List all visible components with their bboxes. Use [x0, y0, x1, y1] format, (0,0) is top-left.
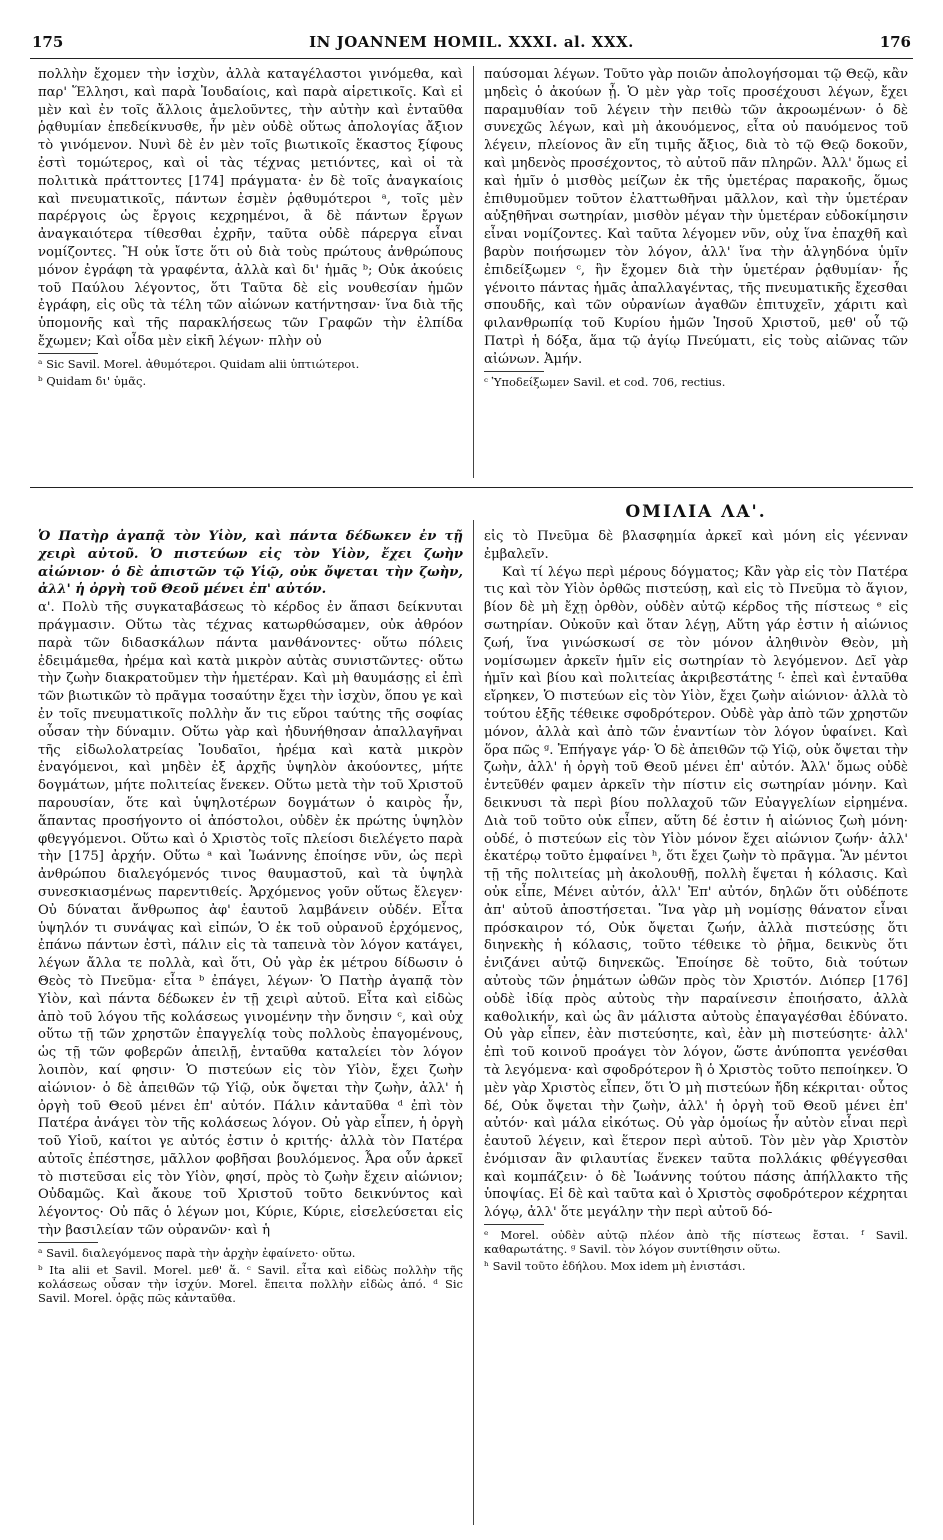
footnote: ᵇ Ita alii et Savil. Morel. μεθ' ἅ. ᶜ Savil. εἶτα καὶ εἰδὼς πολλὴν τῆς κολάσεως οὖσαν τὴν ἰσχύν. Morel. ἔπειτα πολλὴν εἰδὼς ἀπό. ᵈ Sic Savil. Morel. ὁρᾷς πῶς κἀνταῦθα.	[38, 1262, 463, 1305]
footnote-separator	[484, 371, 544, 372]
column-divider-top	[473, 66, 474, 478]
left-page-number: 175	[32, 33, 64, 51]
footnote: ᵃ Sic Savil. Morel. ἀθυμότεροι. Quidam alii ὑπτιώτεροι.	[38, 356, 360, 371]
footnote-separator	[38, 353, 98, 354]
section-rule	[30, 487, 913, 488]
footnote: ᵉ Morel. οὐδὲν αὐτῷ πλέον ἀπὸ τῆς πίστεως ἔσται. ᶠ Savil. καθαρωτάτης. ᵍ Savil. τὸν λόγον συντίθησιν οὕτω.	[484, 1228, 908, 1257]
footnote: ᶜ Ὑποδείξωμεν Savil. et cod. 706, rectius.	[484, 374, 726, 389]
footnote-separator	[484, 1224, 544, 1225]
footnote-separator	[38, 1242, 98, 1243]
right-column-bottom	[484, 528, 908, 1273]
left-column-top	[38, 66, 463, 388]
column-divider-bottom	[473, 520, 474, 1525]
right-column-top	[484, 66, 908, 389]
body-paragraph: παύσομαι λέγων. Τοῦτο γὰρ ποιῶν ἀπολογήσομαι τῷ Θεῷ, κἂν μηδεὶς ὁ ἀκούων ᾖ. Ὁ μὲν γὰρ τοῖς προσέχουσι λέγων, ἔχει παραμυθίαν τοῦ λέγειν τὴν πειθὼ τῶν ἀκροωμένων· ὁ δὲ συνεχῶς λέγων, καὶ μὴ ἀκουόμενος, εἶτα οὐ παυόμενος τοῦ λέγειν, πλείονος ἂν εἴη τιμῆς ἄξιος, διὰ τὸ τῷ Θεῷ δοκοῦν, καὶ μηδενὸς προσέχοντος, τὸ αὐτοῦ πᾶν πληρῶν. Ἀλλ' ὅμως εἰ καὶ ἡμῖν ὁ μισθὸς μείζων ἐκ τῆς ὑμετέρας παρακοῆς, ὅμως ἐπιθυμοῦμεν τοῦτον ἐλαττωθῆναι μᾶλλον, καὶ τὴν ὑμετέραν αὐξηθῆναι σωτηρίαν, μισθὸν μέγαν τὴν ὑμετέραν εὐδοκίμησιν εἶναι νομίζοντες. Καὶ ταῦτα λέγομεν νῦν, οὐχ ἵνα ἐπαχθῆ καὶ βαρὺν ποιήσωμεν τὸν λόγον, ἀλλ' ἵνα τὴν ἀλγηδόνα ὑμῖν ἐπιδείξωμεν ᶜ, ἣν ἔχομεν διὰ τὴν ὑμετέραν ῥᾳθυμίαν· ἧς γένοιτο πάντας ἡμᾶς ἀπαλλαγέντας, τῆς πνευματικῆς ἔχεσθαι σπουδῆς, καὶ τῶν οὐρανίων ἀγαθῶν ἐπιτυχεῖν, χάριτι καὶ φιλανθρωπίᾳ τοῦ Κυρίου ἡμῶν Ἰησοῦ Χριστοῦ, μεθ' οὗ τῷ Πατρὶ ἡ δόξα, ἅμα τῷ ἁγίῳ Πνεύματι, εἰς τοὺς αἰῶνας τῶν αἰώνων. Ἀμήν.	[484, 67, 908, 367]
right-page-number: 176	[879, 33, 911, 51]
footnote: ᵃ Savil. διαλεγόμενος παρὰ τὴν ἀρχὴν ἐφαίνετο· οὕτω.	[38, 1245, 356, 1260]
running-header	[30, 33, 913, 57]
footnote: ʰ Savil τοῦτο ἐδήλου. Mox idem μὴ ἐνιστάσι.	[484, 1259, 746, 1274]
body-paragraph: Καὶ τί λέγω περὶ μέρους δόγματος; Κἂν γὰρ εἰς τὸν Πατέρα τις καὶ τὸν Υἱὸν ὀρθῶς πιστεύσῃ, καὶ εἰς τὸ Πνεῦμα τὸ ἅγιον, βίον δὲ μὴ ἔχῃ ὀρθὸν, οὐδὲν αὐτῷ κέρδος τῆς πίστεως ᵉ εἰς σωτηρίαν. Οὐκοῦν καὶ ὅταν λέγῃ, Αὕτη γάρ ἐστιν ἡ αἰώνιος ζωή, ἵνα γινώσκωσί σε τὸν μόνον ἀληθινὸν Θεὸν, μὴ νομίσωμεν ἀρκεῖν ἡμῖν εἰς σωτηρίαν τὸ λεγόμενον. Δεῖ γὰρ ἡμῖν καὶ βίου καὶ πολιτείας ἀκριβεστάτης ᶠ· ἐπεὶ καὶ ἐνταῦθα εἴρηκεν, Ὁ πιστεύων εἰς τὸν Υἱὸν, ἔχει ζωὴν αἰώνιον· ἀλλὰ τὸ τούτου ἑξῆς τέθεικε σφοδρότερον. Οὐδὲ γὰρ ἀπὸ τῶν χρηστῶν μόνον, ἀλλὰ καὶ ἀπὸ τῶν ἐναντίων τὸν λόγον ὑφαίνει. Καὶ ὅρα πῶς ᵍ. Ἐπήγαγε γάρ· Ὁ δὲ ἀπειθῶν τῷ Υἱῷ, οὐκ ὄψεται τὴν ζωὴν, ἀλλ' ἡ ὀργὴ τοῦ Θεοῦ μένει ἐπ' αὐτόν. Ἀλλ' ὅμως οὐδὲ ἐντεῦθέν φαμεν ἀρκεῖν τὴν πίστιν εἰς σωτηρίαν μόνην. Καὶ δεικνυσι τὰ περὶ βίου πολλαχοῦ τῶν Εὐαγγελίων εἰρημένα. Διὰ τοῦ τοῦτο οὐκ εἶπεν, αὕτη δέ ἐστιν ἡ αἰώνιος ζωὴ μόνη· οὐδέ, ὁ πιστεύων εἰς τὸν Υἱὸν μόνον ἔχει αἰώνιον ζωήν· ἀλλ' ἑκατέρῳ τοῦτο ἐμφαίνει ʰ, ὅτι ἔχει ζωὴν τὸ πρᾶγμα. Ἂν μέντοι τῇ τῆς πολιτείας μὴ ἀκολουθῇ, πολλὴ ἕψεται ἡ κόλασις. Καὶ οὐκ εἶπε, Μένει αὐτόν, ἀλλ' Ἐπ' αὐτόν, δηλῶν ὅτι οὐδέποτε ἀπ' αὐτοῦ ἀποστήσεται. Ἵνα γὰρ μὴ νομίσῃς θάνατον εἶναι πρόσκαιρον τό, Οὐκ ὄψεται ζωήν, ἀλλὰ πιστεύσῃς ὅτι διηνεκὴς ἡ κόλασις, τοῦτο τέθεικε τὸ ῥῆμα, δεικνὺς ὅτι ἐνιζάνει αὐτῷ διηνεκῶς. Ἐποίησε δὲ τοῦτο, διὰ τούτων αὐτοὺς τῶν ῥημάτων ὠθῶν πρὸς τὸν Χριστόν. Διόπερ [176] οὐδὲ ἰδίᾳ πρὸς αὐτοὺς τὴν παραίνεσιν ἐποιήσατο, ἀλλὰ καθολικήν, καὶ ὡς ἂν μάλιστα αὐτοὺς ἐπαγαγέσθαι ἐδύνατο. Οὐ γὰρ εἶπεν, ἐὰν πιστεύσητε, καὶ, ἐὰν μὴ πιστεύσητε· ἀλλ' ἐπὶ τοῦ κοινοῦ προάγει τὸν λόγον, ὥστε ἀνύποπτα γενέσθαι τὰ λεγόμενα· καὶ σφοδρότερον ἢ ὁ Χριστὸς τοῦτο πεποίηκεν. Ὁ μὲν γὰρ Χριστὸς εἶπεν, ὅτι Ὁ μὴ πιστεύων ἤδη κέκριται· οὗτος δέ, Οὐκ ὄψεται τὴν ζωὴν, ἀλλ' ἡ ὀργὴ τοῦ Θεοῦ μένει ἐπ' αὐτόν· καὶ μάλα εἰκότως. Οὐ γὰρ ὁμοίως ἦν αὐτὸν εἶναι περὶ ἑαυτοῦ λέγειν, καὶ ἕτερον περὶ αὐτοῦ. Τὸν μὲν γὰρ Χριστὸν ἐνόμισαν ἂν φιλαυτίας ἕνεκεν ταῦτα πολλάκις φθέγγεσθαι καὶ κομπάζειν· ὁ δὲ Ἰωάννης τούτου πάσης ἀπήλλακτο τῆς ὑποψίας. Εἰ δὲ καὶ ταῦτα καὶ ὁ Χριστὸς σφοδρότερον κέχρηται λόγῳ, ἀλλ' ὅτε μεγάλην τὴν περὶ αὐτοῦ δό-	[484, 564, 908, 1221]
scripture-lemma: Ὁ Πατὴρ ἀγαπᾷ τὸν Υἱὸν, καὶ πάντα δέδωκεν ἐν τῇ χειρὶ αὐτοῦ. Ὁ πιστεύων εἰς τὸν Υἱὸν, ἔχει ζωὴν αἰώνιον· ὁ δὲ ἀπιστῶν τῷ Υἱῷ, οὐκ ὄψεται τὴν ζωὴν, ἀλλ' ἡ ὀργὴ τοῦ Θεοῦ μένει ἐπ' αὐτόν.	[38, 529, 463, 598]
running-title: IN JOANNEM HOMIL. XXXI. al. XXX.	[309, 33, 634, 51]
footnote: ᵇ Quidam δι' ὑμᾶς.	[38, 373, 147, 388]
body-paragraph: πολλὴν ἔχομεν τὴν ἰσχὺν, ἀλλὰ καταγέλαστοι γινόμεθα, καὶ παρ' Ἕλλησι, καὶ παρὰ Ἰουδαίοις, καὶ παρὰ αἱρετικοῖς. Καὶ εἰ μὲν καὶ ἐν τοῖς ἄλλοις ἀμελοῦντες, τὴν αὐτὴν καὶ ἐνταῦθα ῥᾳθυμίαν ἐπεδείκνυσθε, ἦν μὲν οὐδὲ οὕτως ἀπολογίας ἄξιον τὸ γινόμενον. Νυνὶ δὲ ἐν μὲν τοῖς βιωτικοῖς ἕκαστος ξίφους ἐστὶ τομώτερος, καὶ οἱ τὰς τέχνας μετιόντες, καὶ οἱ τὰ πολιτικὰ πράττοντες [174] πράγματα· ἐν δὲ τοῖς ἀναγκαίοις καὶ πνευματικοῖς, πάντων ἐσμὲν ῥᾳθυμότεροι ᵃ, τοῖς μὲν παρέργοις ὡς ἔργοις κεχρημένοι, ἃ δὲ πάντων ἔργων ἀναγκαιότερα τίθεσθαι ἐχρῆν, ταῦτα οὐδὲ πάρεργα εἶναι νομίζοντες. Ἢ οὐκ ἴστε ὅτι οὐ διὰ τοὺς πρώτους ἀνθρώπους μόνον ἐγράφη τὰ γραφέντα, ἀλλὰ καὶ δι' ἡμᾶς ᵇ; Οὐκ ἀκούεις τοῦ Παύλου λέγοντος, ὅτι Ταῦτα δὲ εἰς νουθεσίαν ἡμῶν ἐγράφη, εἰς οὓς τὰ τέλη τῶν αἰώνων κατήντησαν· ἵνα διὰ τῆς ὑπομονῆς καὶ τῆς παρακλήσεως τῶν Γραφῶν τὴν ἐλπίδα ἔχωμεν; Καὶ οἶδα μὲν εἰκῆ λέγων· πλὴν οὐ	[38, 67, 463, 349]
left-column-bottom	[38, 528, 463, 1305]
header-rule	[30, 58, 913, 59]
homily-title: ΟΜΙΛΙΑ ΛΑ'.	[625, 502, 767, 522]
body-paragraph: εἰς τὸ Πνεῦμα δὲ βλασφημία ἀρκεῖ καὶ μόνη εἰς γέενναν ἐμβαλεῖν.	[484, 529, 908, 562]
body-paragraph: α'. Πολὺ τῆς συγκαταβάσεως τὸ κέρδος ἐν ἅπασι δείκνυται πράγμασιν. Οὕτω τὰς τέχνας κατωρθώσαμεν, οὐκ ἀθρόον παρὰ τῶν διδασκάλων πάντα μανθάνοντες· οὕτω πόλεις ἐδειμάμεθα, ἠρέμα καὶ κατὰ μικρὸν αὐτὰς συνιστῶντες· οὕτω τὴν ζωὴν διακρατοῦμεν τὴν ἡμετέραν. Καὶ μὴ θαυμάσῃς εἰ ἐπὶ τῶν βιωτικῶν τὸ πρᾶγμα τοσαύτην ἔχει τὴν ἰσχὺν, ὅπου γε καὶ ἐν τοῖς πνευματικοῖς πολλὴν ἄν τις εὕροι ταύτης τῆς σοφίας οὖσαν τὴν δύναμιν. Οὕτω γὰρ καὶ ἠδυνήθησαν ἀπαλλαγῆναι τῆς εἰδωλολατρείας Ἰουδαῖοι, ἠρέμα καὶ κατὰ μικρὸν ἐναγόμενοι, καὶ μηδὲν ἐξ ἀρχῆς ὑψηλὸν ἀκούοντες, μήτε δογμάτων, μήτε πολιτείας ἕνεκεν. Οὕτω μετὰ τὴν τοῦ Χριστοῦ παρουσίαν, ὅτε καὶ ὑψηλοτέρων δογμάτων ὁ καιρὸς ἦν, ἅπαντας προσήγοντο οἱ ἀπόστολοι, οὐδὲν ἐκ πρώτης ὑψηλὸν φθεγγόμενοι. Οὕτω καὶ ὁ Χριστὸς τοῖς πλείοσι διελέγετο παρὰ τὴν [175] ἀρχήν. Οὕτω ᵃ καὶ Ἰωάννης ἐποίησε νῦν, ὡς περὶ ἀνθρώπου διαλεγόμενός τινος θαυμαστοῦ, καὶ τὰ ὑψηλὰ συνεσκιασμένως παρεντιθείς. Ἀρχόμενος γοῦν οὕτως ἔλεγεν· Οὐ δύναται ἄνθρωπος ἀφ' ἑαυτοῦ λαμβάνειν οὐδέν. Εἶτα ὑψηλόν τι συνάψας καὶ εἰπών, Ὁ ἐκ τοῦ οὐρανοῦ ἐρχόμενος, ἐπάνω πάντων ἐστὶ, πάλιν εἰς τὰ ταπεινὰ τὸν λόγον κατάγει, λέγων ἄλλα τε πολλὰ, καὶ ὅτι, Οὐ γὰρ ἐκ μέτρου δίδωσιν ὁ Θεὸς τὸ Πνεῦμα· εἶτα ᵇ ἐπάγει, λέγων· Ὁ Πατὴρ ἀγαπᾷ τὸν Υἱὸν, καὶ πάντα δέδωκεν ἐν τῇ χειρὶ αὐτοῦ. Εἶτα καὶ εἰδὼς ἀπὸ τοῦ λόγου τῆς κολάσεως γινομένην τὴν ὄνησιν ᶜ, καὶ οὐχ οὕτω τῇ τῶν χρηστῶν ἐπαγγελίᾳ τοὺς πολλοὺς ἐπαγομένους, ὡς τῇ τῶν φοβερῶν ἀπειλῇ, ἐνταῦθα καταλείει τὸν λόγον λοιπὸν, καί φησιν· Ὁ πιστεύων εἰς τὸν Υἱὸν, ἔχει ζωὴν αἰώνιον· ὁ δὲ ἀπειθῶν τῷ Υἱῷ, οὐκ ὄψεται τὴν ζωὴν, ἀλλ' ἡ ὀργὴ τοῦ Θεοῦ μένει ἐπ' αὐτόν. Πάλιν κἀνταῦθα ᵈ ἐπὶ τὸν Πατέρα ἀνάγει τὸν τῆς κολάσεως λόγον. Οὐ γὰρ εἶπεν, ἡ ὀργὴ τοῦ Υἱοῦ, καίτοι γε αὐτός ἐστιν ὁ κριτής· ἀλλὰ τὸν Πατέρα αὐτοῖς ἐπέστησε, μᾶλλον φοβῆσαι βουλόμενος. Ἆρα οὖν ἀρκεῖ τὸ πιστεῦσαι εἰς τὸν Υἱὸν, φησί, πρὸς τὸ ζωὴν ἔχειν αἰώνιον; Οὐδαμῶς. Καὶ ἄκουε τοῦ Χριστοῦ τοῦτο δεικνύντος καὶ λέγοντος· Οὐ πᾶς ὁ λέγων μοι, Κύριε, Κύριε, εἰσελεύσεται εἰς τὴν βασιλείαν τῶν οὐρανῶν· καὶ ἡ	[38, 600, 463, 1239]
